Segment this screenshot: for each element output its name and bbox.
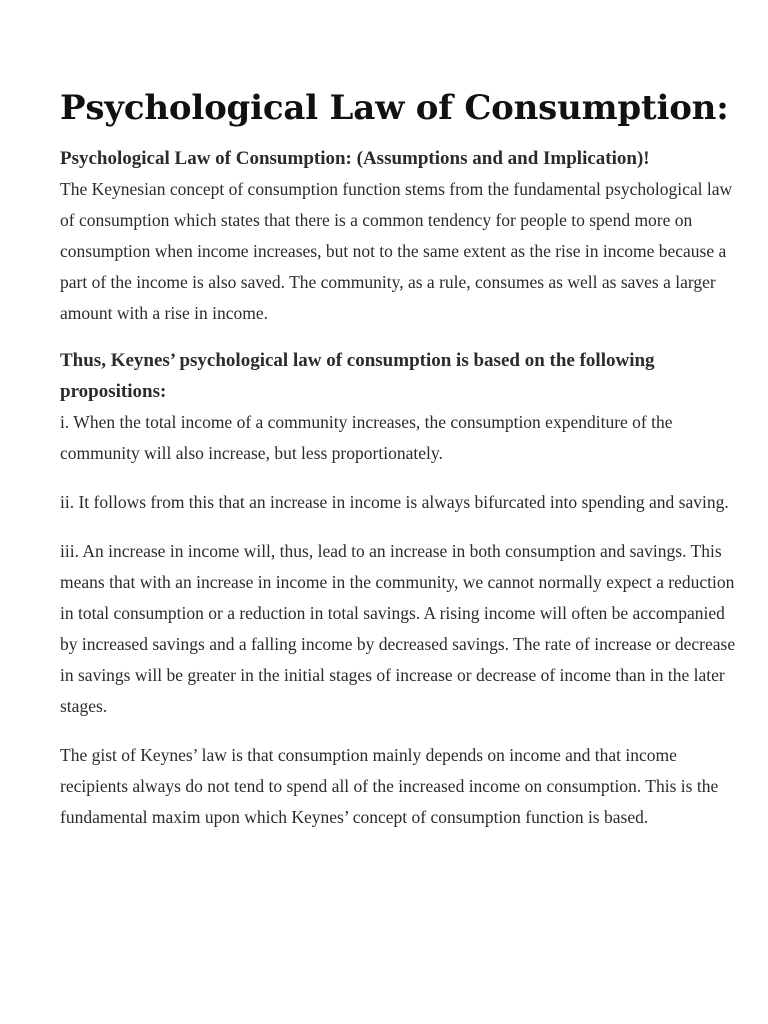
propositions-heading: Thus, Keynes’ psychological law of consumption is based on the following propositions: [60, 350, 655, 402]
gist-paragraph: The gist of Keynes’ law is that consumption mainly depends on income and that income recipients always do not tend to spend all of the increased income on consumption. This is the fundamental maxim upon which Keynes’ concept of consumption function is based. [60, 745, 719, 827]
proposition-3: iii. An increase in income will, thus, lead to an increase in both consumption and savings. This means that with an increase in income in the community, we cannot normally expect a reduction in total consumption or a reduction in total savings. A rising income will often be accompanied by increased savings and a falling income by decreased savings. The rate of increase or decrease in savings will be greater in the initial stages of increase or decrease of income than in the later stages. [60, 541, 736, 716]
intro-paragraph: The Keynesian concept of consumption function stems from the fundamental psychological law of consumption which states that there is a common tendency for people to spend more on consumption when income increases, but not to the same extent as the rise in income because a part of the income is also saved. The community, as a rule, consumes as well as saves a larger amount with a rise in income. [60, 179, 733, 323]
article-subtitle: Psychological Law of Consumption: (Assumptions and and Implication)! [60, 148, 650, 169]
article [60, 82, 740, 833]
proposition-1: i. When the total income of a community increases, the consumption expenditure of the community will also increase, but less proportionately. [60, 412, 673, 463]
article-title: Psychological Law of Consumption: [60, 88, 729, 128]
proposition-2: ii. It follows from this that an increase in income is always bifurcated into spending and saving. [60, 492, 729, 512]
